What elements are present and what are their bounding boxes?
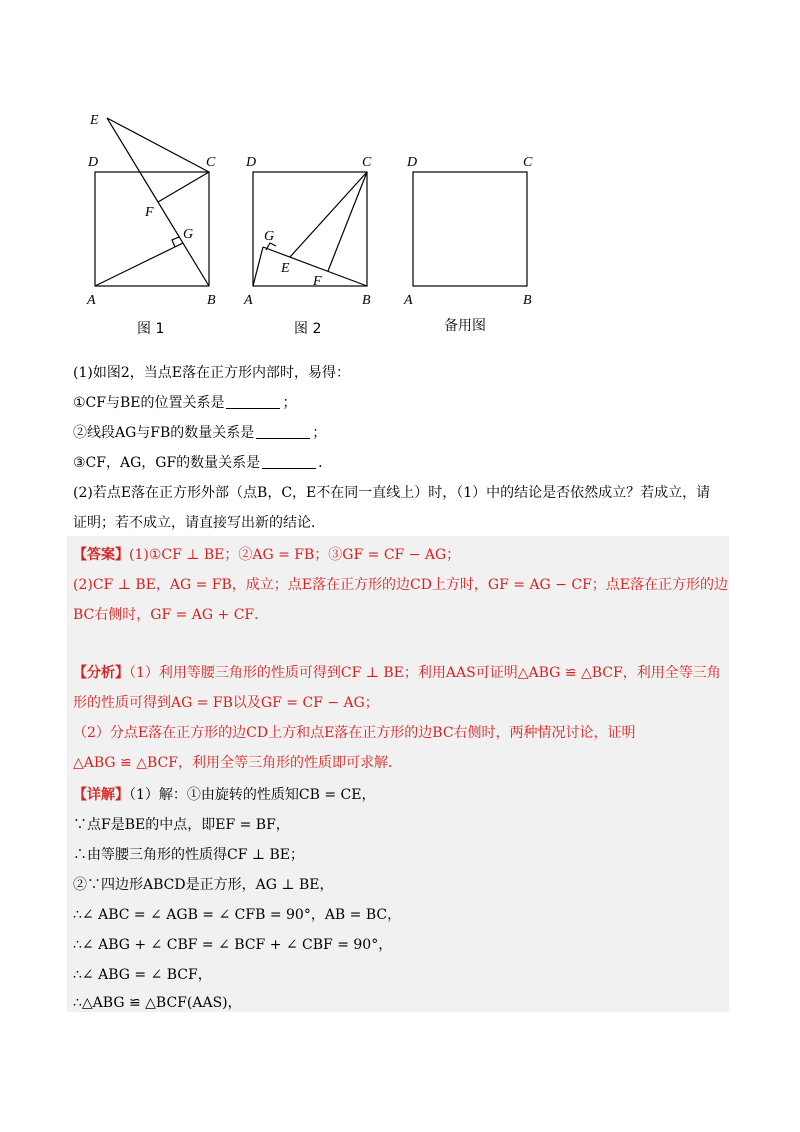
fig2-line-AG bbox=[253, 247, 263, 286]
fig1-label-C: C bbox=[206, 155, 216, 170]
answer-line-2: (2)CF ⊥ BE，AG = FB，成立；点E落在正方形的边CD上方时，GF = AG − CF；点E落在正方形的边 bbox=[73, 577, 729, 593]
fig3-label-A: A bbox=[404, 293, 413, 308]
fig3-label-B: B bbox=[523, 293, 532, 308]
answer-blank bbox=[256, 424, 310, 439]
fig3-square bbox=[413, 172, 527, 286]
fig2-label-C: C bbox=[362, 155, 372, 170]
analysis-line-2: 形的性质可得到AG = FB以及GF = CF − AG； bbox=[73, 695, 379, 711]
analysis-line-4: △ABG ≌ △BCF，利用全等三角形的性质即可求解． bbox=[73, 755, 402, 771]
detail-line-5: ∴∠ ABC = ∠ AGB = ∠ CFB = 90°，AB = BC， bbox=[73, 907, 402, 923]
fig2-label-B: B bbox=[362, 293, 371, 308]
geometry-figures bbox=[0, 0, 800, 340]
fig1-line-AG bbox=[95, 243, 183, 286]
detail-line-7: ∴∠ ABG = ∠ BCF， bbox=[73, 967, 212, 983]
fig2-label-E: E bbox=[281, 261, 290, 276]
figure-2 bbox=[243, 155, 372, 337]
fig1-line-FC bbox=[158, 172, 209, 202]
fig2-line-EC bbox=[290, 172, 367, 257]
answer-part-1: (1)①CF ⊥ BE；②AG = FB；③GF = CF − AG； bbox=[129, 547, 461, 563]
detail-line-3: ∴由等腰三角形的性质得CF ⊥ BE； bbox=[73, 847, 304, 863]
fig2-label-A: A bbox=[244, 293, 253, 308]
detail-text-1: （1）解：①由旋转的性质知CB = CE， bbox=[129, 787, 376, 803]
fig1-label-D: D bbox=[88, 155, 99, 170]
answer-tag: 【答案】 bbox=[73, 547, 129, 563]
question-2-line-2: 证明；若不成立，请直接写出新的结论． bbox=[73, 515, 325, 531]
question-1-part-3-text: ③CF，AG，GF的数量关系是 bbox=[73, 455, 261, 471]
fig1-label-A: A bbox=[87, 293, 96, 308]
fig3-caption: 备用图 bbox=[444, 318, 486, 334]
analysis-line-1 bbox=[73, 662, 721, 684]
detail-line-4: ②∵四边形ABCD是正方形，AG ⊥ BE， bbox=[73, 877, 334, 893]
question-1-part-1-text: ①CF与BE的位置关系是 bbox=[73, 395, 225, 411]
fig2-label-G: G bbox=[264, 229, 275, 244]
fig1-label-B: B bbox=[207, 293, 216, 308]
fig1-label-F: F bbox=[145, 205, 154, 220]
fig1-label-G: G bbox=[183, 227, 194, 242]
analysis-line-3: （2）分点E落在正方形的边CD上方和点E落在正方形的边BC右侧时，两种情况讨论，证明 bbox=[73, 725, 636, 741]
analysis-tag: 【分析】 bbox=[73, 665, 129, 681]
fig2-line-FC bbox=[328, 172, 367, 271]
answer-blank bbox=[262, 454, 316, 469]
fig1-caption: 图 1 bbox=[137, 321, 165, 337]
detail-line-6: ∴∠ ABG + ∠ CBF = ∠ BCF + ∠ CBF = 90°， bbox=[73, 937, 393, 953]
question-1-intro: (1)如图2，当点E落在正方形内部时，易得： bbox=[73, 365, 350, 381]
figure-1 bbox=[86, 113, 216, 337]
analysis-text-1: （1）利用等腰三角形的性质可得到CF ⊥ BE；利用AAS可证明△ABG ≌ △BCF，利用全等三角 bbox=[129, 665, 721, 681]
question-1-part-1: ①CF与BE的位置关系是 ； bbox=[73, 395, 297, 411]
fig2-label-F: F bbox=[313, 274, 322, 289]
question-1-part-3: ③CF，AG，GF的数量关系是 . bbox=[73, 455, 323, 471]
fig2-caption: 图 2 bbox=[294, 321, 322, 337]
figure-3 bbox=[403, 155, 533, 334]
fig1-label-E: E bbox=[90, 113, 99, 128]
question-2-line-1: (2)若点E落在正方形外部（点B，C，E不在同一直线上）时，（1）中的结论是否依然成立？若成立，请 bbox=[73, 485, 711, 501]
fig1-line-EC bbox=[107, 118, 209, 172]
fig3-label-C: C bbox=[523, 155, 533, 170]
answer-line-3: BC右侧时，GF = AG + CF． bbox=[73, 607, 269, 623]
fig2-label-D: D bbox=[246, 155, 257, 170]
answer-line-1 bbox=[73, 544, 460, 566]
detail-line-2: ∵点F是BE的中点，即EF = BF， bbox=[73, 817, 290, 833]
detail-line-8: ∴△ABG ≌ △BCF(AAS)， bbox=[73, 995, 242, 1011]
question-1-part-2-text: ②线段AG与FB的数量关系是 bbox=[73, 425, 255, 441]
answer-blank bbox=[226, 394, 280, 409]
question-1-part-2: ②线段AG与FB的数量关系是 ； bbox=[73, 425, 327, 441]
detail-line-1 bbox=[73, 784, 375, 806]
fig3-label-D: D bbox=[407, 155, 418, 170]
detail-tag: 【详解】 bbox=[73, 787, 129, 803]
